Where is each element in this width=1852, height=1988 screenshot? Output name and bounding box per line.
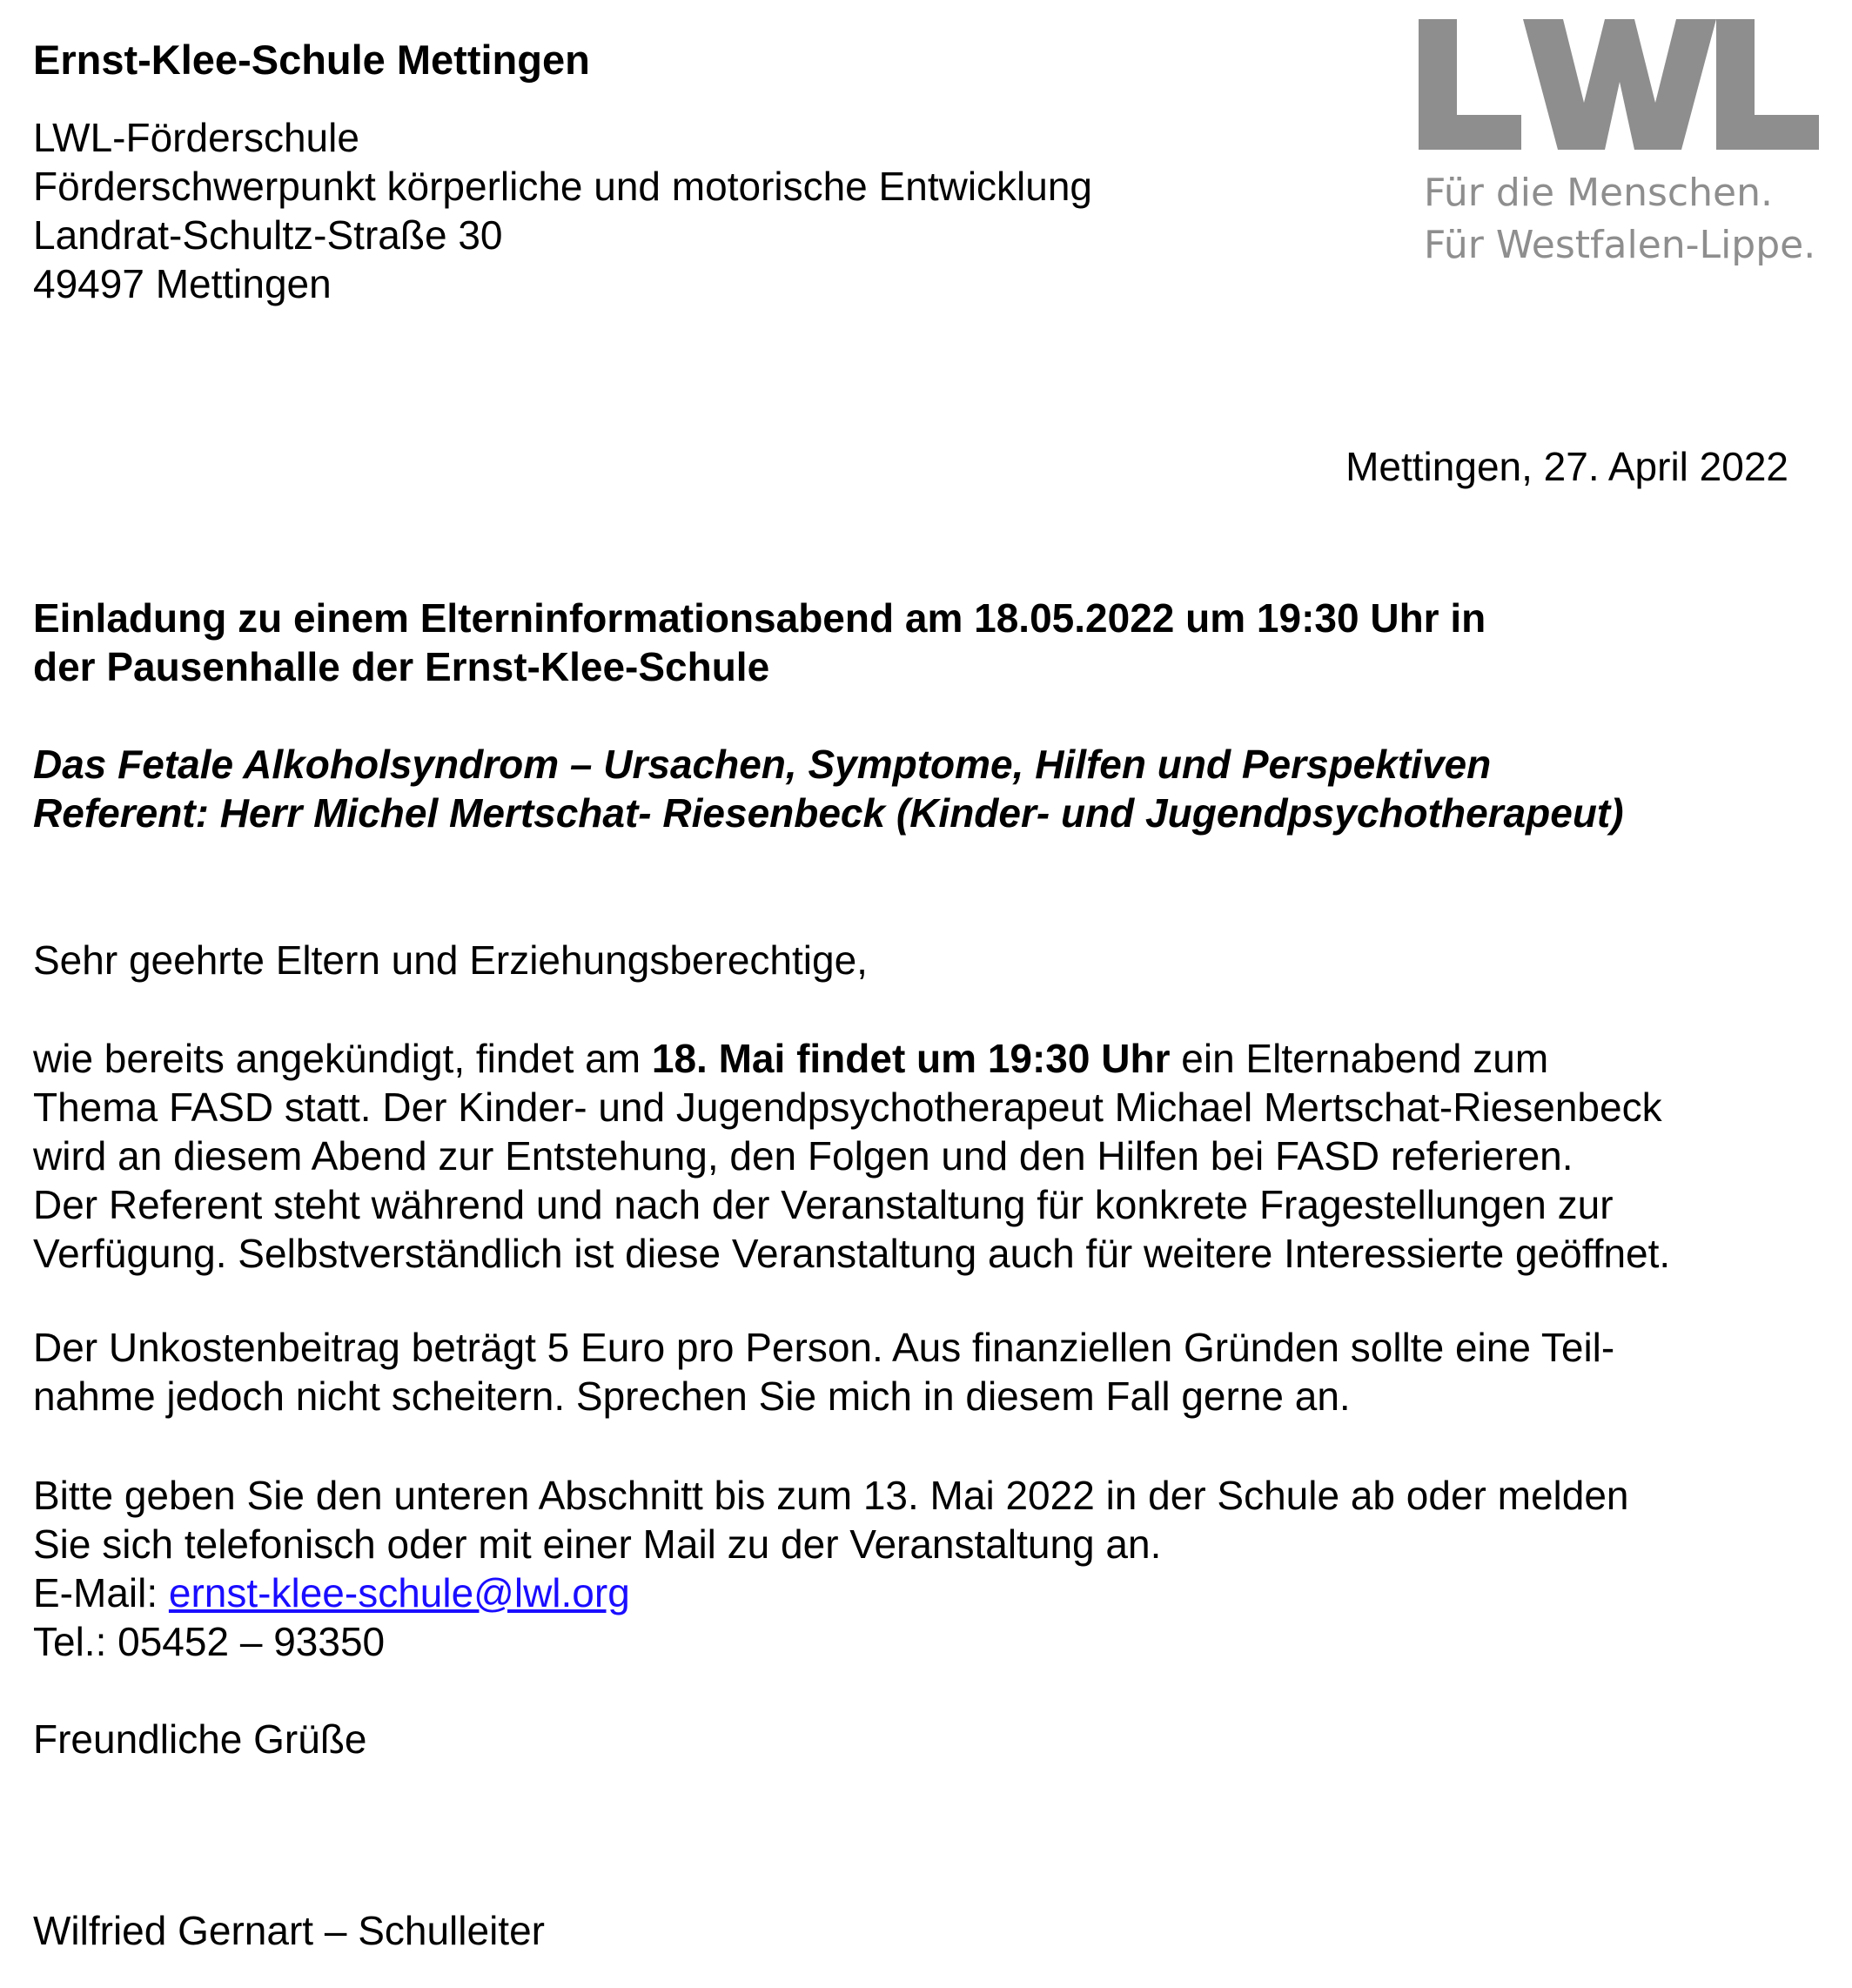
- school-name: Ernst-Klee-Schule Mettingen: [33, 37, 590, 83]
- paragraph-fee: [33, 1323, 1614, 1420]
- lwl-logo: [1419, 19, 1819, 150]
- logo-tagline-line: Für Westfalen-Lippe.: [1424, 223, 1816, 267]
- sender-address: [33, 113, 1092, 308]
- logo-letter-w: [1523, 19, 1716, 150]
- email-label: E-Mail:: [33, 1570, 169, 1615]
- paragraph-line: wird an diesem Abend zur Entstehung, den Folgen und den Hilfen bei FASD referieren.: [33, 1133, 1574, 1179]
- event-datetime-highlight: 18. Mai findet um 19:30 Uhr: [651, 1036, 1171, 1081]
- paragraph-registration: [33, 1471, 1629, 1666]
- email-link[interactable]: ernst-klee-schule@lwl.org: [168, 1570, 630, 1615]
- paragraph-line: Thema FASD statt. Der Kinder- und Jugendpsychotherapeut Michael Mertschat-Riesenbeck: [33, 1085, 1662, 1130]
- paragraph-line: Der Unkostenbeitrag beträgt 5 Euro pro Person. Aus finanziellen Gründen sollte eine Teil-: [33, 1325, 1615, 1370]
- paragraph-announcement: [33, 1034, 1670, 1278]
- address-line: Landrat-Schultz-Straße 30: [33, 212, 503, 258]
- paragraph-line: Der Referent steht während und nach der Veranstaltung für konkrete Fragestellungen zur: [33, 1182, 1614, 1227]
- logo-tagline-line: Für die Menschen.: [1424, 171, 1773, 215]
- paragraph-line: Verfügung. Selbstverständlich ist diese Veranstaltung auch für weitere Interessierte geöffnet.: [33, 1231, 1671, 1276]
- text-span: wie bereits angekündigt, findet am: [33, 1036, 652, 1081]
- closing: Freundliche Grüße: [33, 1716, 367, 1762]
- paragraph-line: Sie sich telefonisch oder mit einer Mail zu der Veranstaltung an.: [33, 1521, 1162, 1567]
- address-line: Förderschwerpunkt körperliche und motorische Entwicklung: [33, 164, 1093, 209]
- paragraph-line: [33, 1034, 1670, 1083]
- email-line: [33, 1568, 1629, 1617]
- subject-line: der Pausenhalle der Ernst-Klee-Schule: [33, 644, 770, 689]
- logo-letter-l2-foot: [1716, 115, 1819, 150]
- salutation: Sehr geehrte Eltern und Erziehungsberechtige,: [33, 937, 868, 983]
- topic-title: Das Fetale Alkoholsyndrom – Ursachen, Symptome, Hilfen und Perspektiven: [33, 742, 1492, 787]
- letter-date: Mettingen, 27. April 2022: [1345, 444, 1788, 489]
- address-line: LWL-Förderschule: [33, 115, 359, 160]
- topic-speaker: Referent: Herr Michel Mertschat- Riesenbeck (Kinder- und Jugendpsychotherapeut): [33, 790, 1624, 836]
- text-span: ein Elternabend zum: [1170, 1036, 1549, 1081]
- event-topic: [33, 740, 1624, 837]
- paragraph-line: Bitte geben Sie den unteren Abschnitt bis zum 13. Mai 2022 in der Schule ab oder melden: [33, 1473, 1629, 1518]
- logo-tagline: [1424, 167, 1815, 272]
- logo-letter-l-foot: [1419, 115, 1521, 150]
- signature: Wilfried Gernart – Schulleiter: [33, 1908, 545, 1953]
- phone-line: Tel.: 05452 – 93350: [33, 1619, 386, 1664]
- address-line: 49497 Mettingen: [33, 261, 332, 306]
- paragraph-line: nahme jedoch nicht scheitern. Sprechen Sie mich in diesem Fall gerne an.: [33, 1373, 1351, 1419]
- letter-subject: [33, 594, 1486, 691]
- subject-line: Einladung zu einem Elterninformationsabend am 18.05.2022 um 19:30 Uhr in: [33, 595, 1486, 641]
